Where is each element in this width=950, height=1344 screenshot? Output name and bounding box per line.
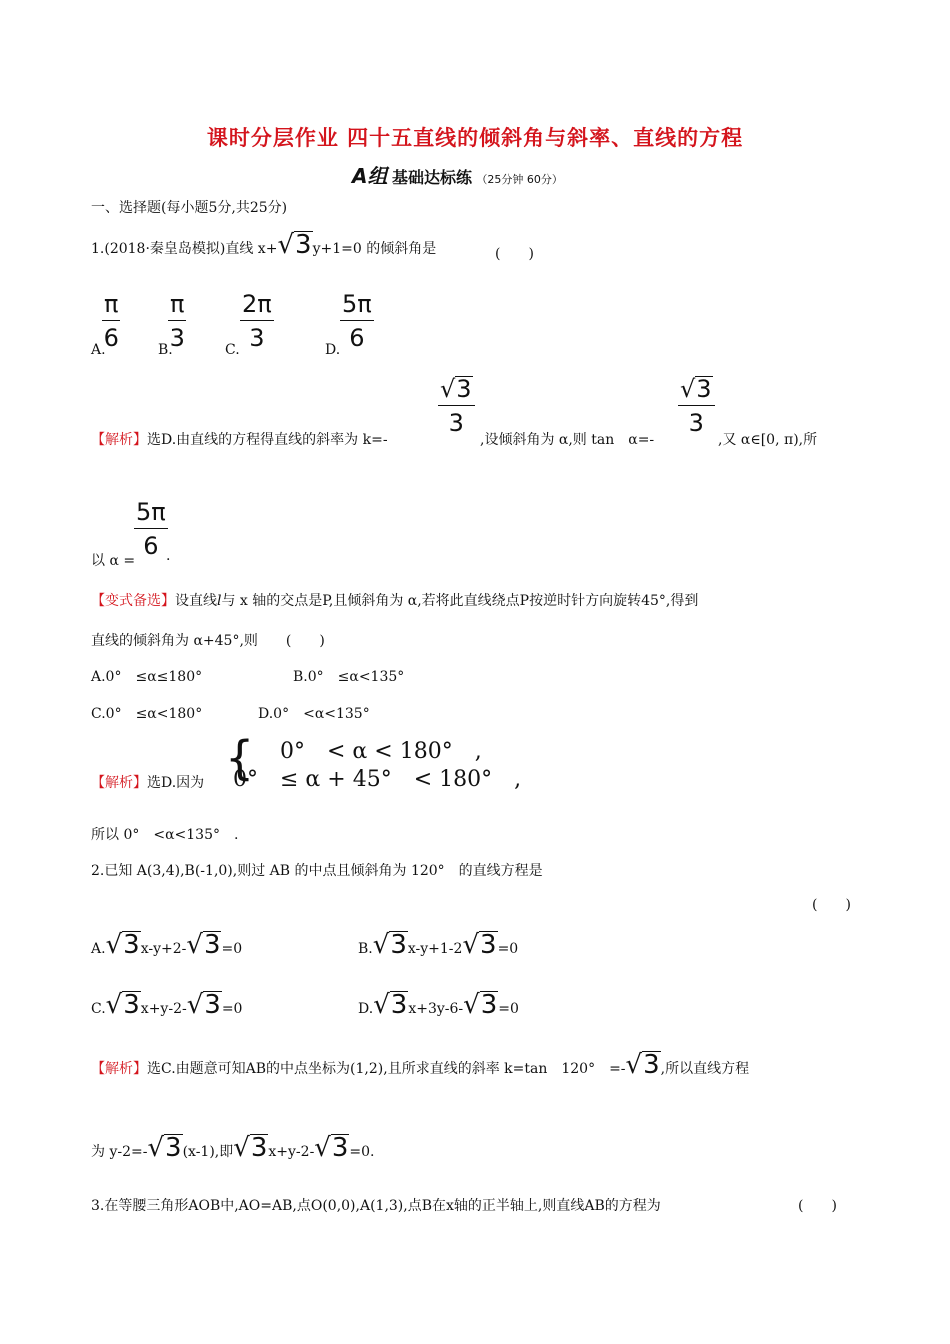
sqrt-3: √3 [105,930,140,960]
group-time: （25分钟 60分） [476,173,563,186]
sqrt-3: √3 [625,1050,660,1080]
variant-line1: 【变式备选】设直线l与 x 轴的交点是P,且倾斜角为 α,若将此直线绕点P按逆时针方向旋转45°,得到 [91,593,699,609]
answer-paren: ( ) [798,1198,837,1214]
variant-option-c: C.0° ≤α<180° [91,706,203,722]
sqrt-3: √3 [233,1133,268,1163]
question-2-stem: 2.已知 A(3,4),B(-1,0),则过 AB 的中点且倾斜角为 120° 的直线方程是 [91,863,543,879]
fraction-sqrt3-over-3: $\frac{√3}{3}$ [678,376,715,435]
option-d-fraction: $\frac{5\pi}{6}$ [342,290,372,352]
variant-option-a: A.0° ≤α≤180° [91,669,203,685]
sqrt-3: √3 [105,990,140,1020]
line-symbol: l [217,593,222,609]
variant-tag: 【变式备选】 [91,593,175,609]
inequality-2: 0° ≤ α + 45° < 180° , [233,767,522,792]
sqrt-3: √3 [186,990,221,1020]
analysis-1-line2: 以 α = [91,553,136,569]
q2-option-b: B.√3x-y+1-2√3=0 [358,930,519,960]
sqrt-3: √3 [186,930,221,960]
variant-option-d: D.0° <α<135° [258,706,370,722]
option-b-fraction: $\frac{\pi}{3}$ [169,290,185,352]
group-letter: A组 [352,164,388,188]
left-brace: { [225,731,255,785]
analysis-1-mid: ,设倾斜角为 α,则 tan α=- [480,432,655,448]
analysis-tag: 【解析】 [91,775,147,791]
sqrt-3: √3 [314,1133,349,1163]
q2-option-c: C.√3x+y-2-√3=0 [91,990,243,1020]
analysis-tag: 【解析】 [91,432,147,448]
variant-option-b: B.0° ≤α<135° [293,669,405,685]
question-1-stem [91,230,436,260]
sqrt-3: √3 [463,990,498,1020]
group-label [352,160,563,189]
variant-line2: 直线的倾斜角为 α+45°,则 ( ) [91,633,325,649]
q1-stem-text-a: 1.(2018·秦皇岛模拟)直线 x+ [91,241,278,257]
fraction-sqrt3-over-3: $\frac{√3}{3}$ [438,376,475,435]
variant-conclusion: 所以 0° <α<135° . [91,827,239,843]
question-3-stem: 3.在等腰三角形AOB中,AO=AB,点O(0,0),A(1,3),点B在x轴的正半轴上,则直线AB的方程为 [91,1198,661,1214]
q2-option-d: D.√3x+3y-6-√3=0 [358,990,519,1020]
option-d-letter: D. [325,342,341,358]
option-c-fraction: $\frac{2\pi}{3}$ [242,290,272,352]
q1-stem-text-b: y+1=0 的倾斜角是 [312,241,437,257]
q2-option-a: A.√3x-y+2-√3=0 [91,930,243,960]
page-title: 课时分层作业 四十五直线的倾斜角与斜率、直线的方程 [206,126,744,150]
sqrt-3: √3 [462,930,497,960]
analysis-1-end: ,又 α∈[0, π),所 [718,432,818,448]
option-a-fraction: $\frac{\pi}{6}$ [103,290,119,352]
sqrt-3: √3 [277,230,312,260]
inequality-1: 0° < α < 180° , [280,739,482,764]
section-heading: 一、选择题(每小题5分,共25分) [91,200,288,216]
analysis-1-period: . [166,548,171,564]
analysis-1: 【解析】选D.由直线的方程得直线的斜率为 k=- [91,432,388,448]
q2-analysis-line1: 【解析】选C.由题意可知AB的中点坐标为(1,2),且所求直线的斜率 k=tan 120° =-√3,所以直线方程 [91,1050,750,1080]
sqrt-3: √3 [147,1133,182,1163]
variant-analysis: 【解析】选D.因为 [91,775,205,791]
sqrt-3: √3 [373,990,408,1020]
sqrt-3: √3 [372,930,407,960]
answer-paren: ( ) [812,897,851,913]
option-c-letter: C. [225,342,240,358]
group-name: 基础达标练 [391,168,472,187]
answer-paren: ( ) [495,246,534,262]
analysis-tag: 【解析】 [91,1061,147,1077]
option-a-letter: A. [91,342,106,358]
q2-analysis-line2: 为 y-2=-√3(x-1),即√3x+y-2-√3=0. [91,1133,375,1163]
answer-fraction: $\frac{5\pi}{6}$ [136,498,166,560]
option-b-letter: B. [158,342,173,358]
